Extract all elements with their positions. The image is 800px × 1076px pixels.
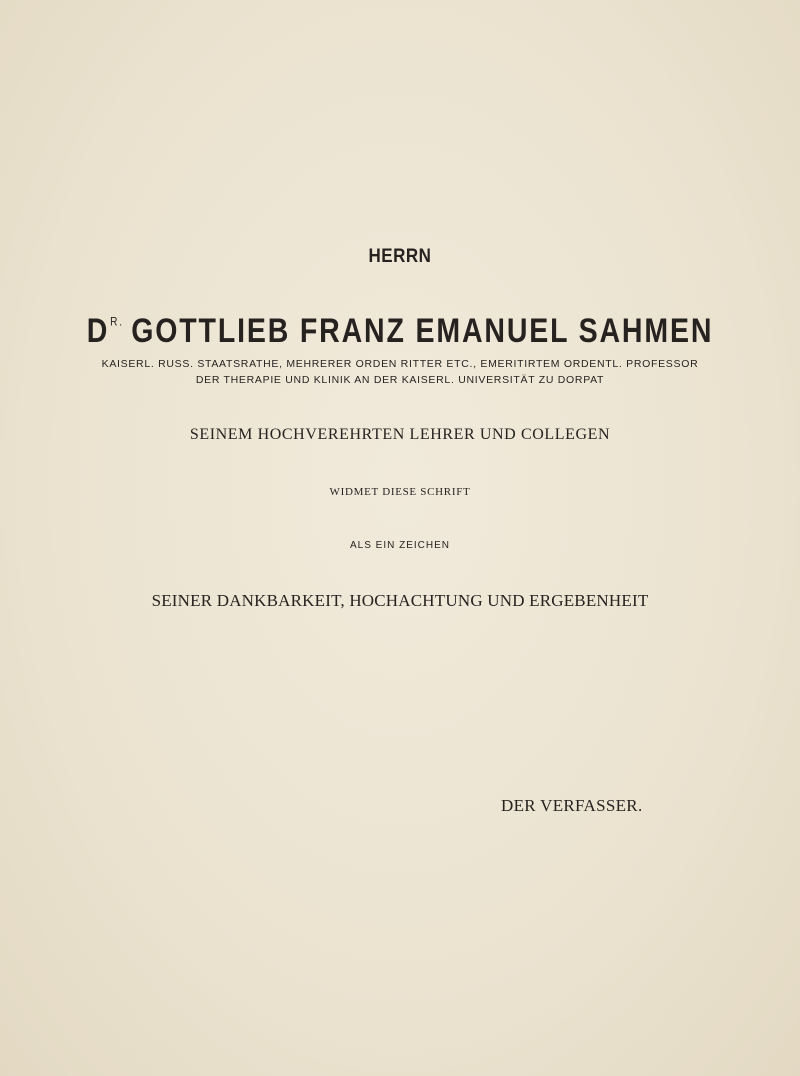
author-signature: DER VERFASSER.: [501, 796, 643, 815]
doctor-title: [87, 311, 132, 350]
dedicatee-titles-line-1: KAISERL. RUSS. STAATSRATHE, MEHRERER ORDEN RITTER ETC., EMERITIRTEM ORDENTL. PROFESSOR: [101, 358, 699, 370]
dedicatee-full-name: GOTTLIEB FRANZ EMANUEL SAHMEN: [131, 310, 714, 351]
dedication-line: SEINEM HOCHVEREHRTEN LEHRER UND COLLEGEN: [189, 426, 611, 443]
doctor-title-superscript: R.: [110, 315, 124, 329]
dedicatee-name: [32, 311, 768, 351]
dedicatee-titles-line-2: DER THERAPIE UND KLINIK AN DER KAISERL. UNIVERSITÄT ZU DORPAT: [195, 374, 605, 386]
salutation: HERRN: [368, 244, 432, 267]
als-zeichen-line: ALS EIN ZEICHEN: [349, 540, 451, 551]
doctor-title-letter: D: [86, 310, 110, 351]
gratitude-line: SEINER DANKBARKEIT, HOCHACHTUNG UND ERGEBENHEIT: [151, 591, 649, 610]
widmet-line: WIDMET DIESE SCHRIFT: [329, 486, 471, 498]
